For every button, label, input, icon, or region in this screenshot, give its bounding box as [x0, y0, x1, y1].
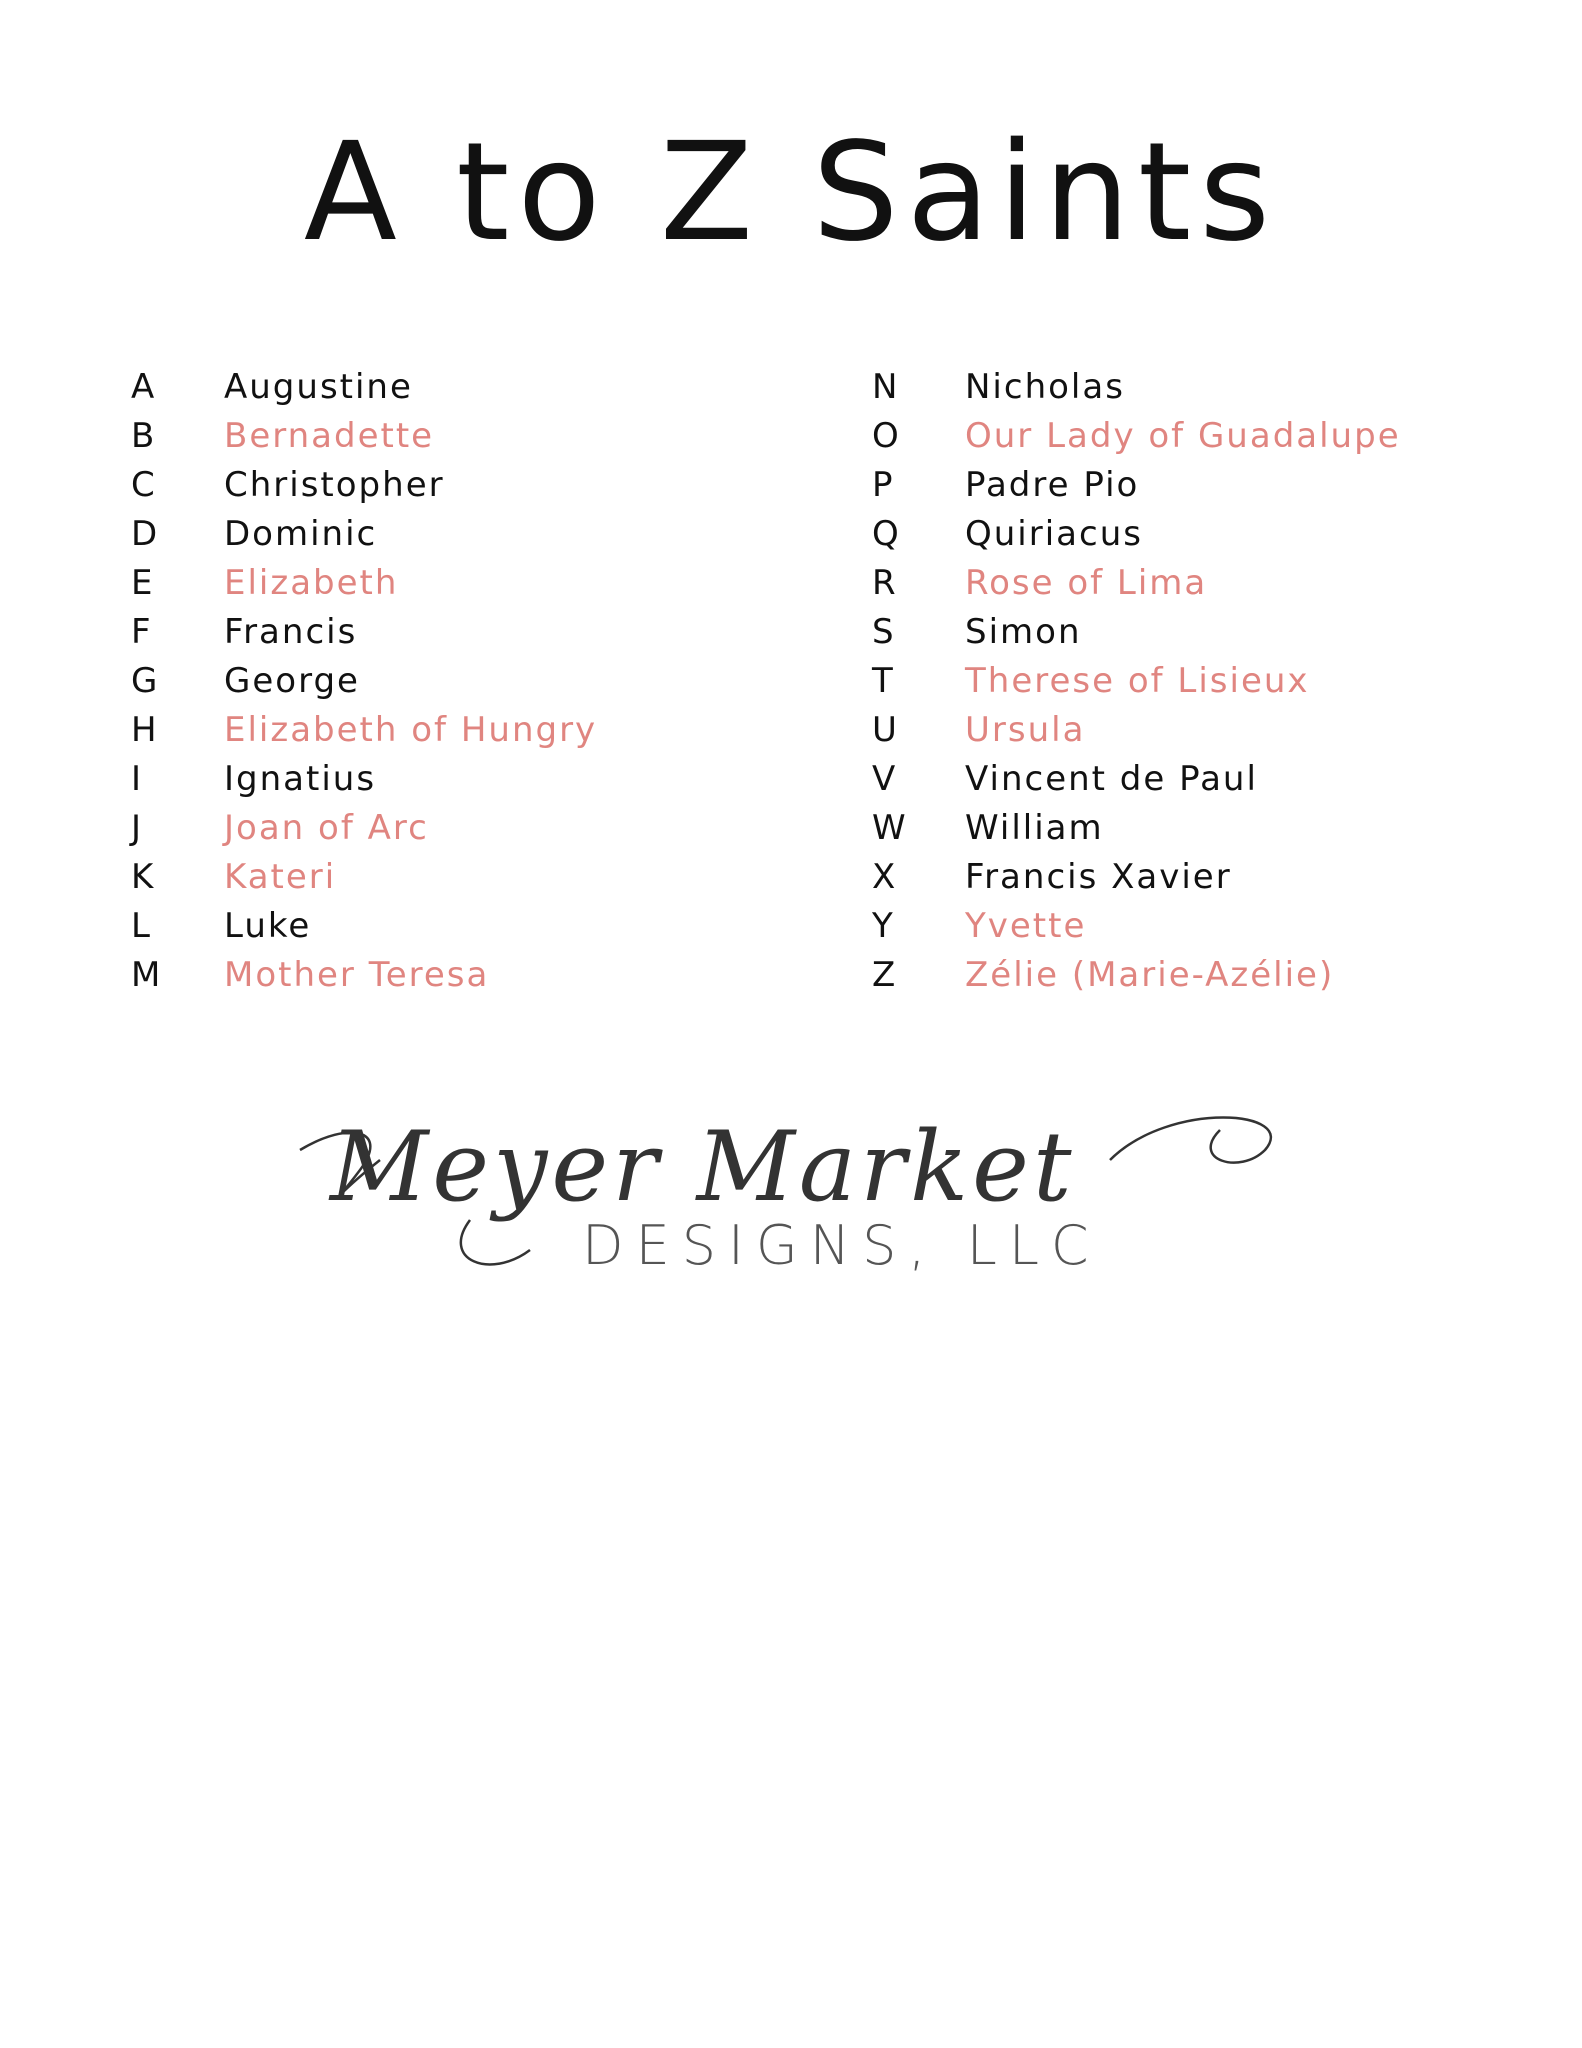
saint-row [872, 362, 1572, 411]
saint-row [872, 656, 1572, 705]
brand-logo [290, 1090, 1300, 1290]
saint-name: Francis Xavier [965, 856, 1232, 897]
saint-letter: I [131, 758, 144, 799]
saint-row [131, 656, 831, 705]
saint-name: Mother Teresa [224, 954, 490, 995]
saint-name: Quiriacus [965, 513, 1143, 554]
page-title: A to Z Saints [303, 114, 1279, 272]
saint-letter: M [131, 954, 163, 995]
saint-name: Ignatius [224, 758, 377, 799]
saint-name: Dominic [224, 513, 378, 554]
saint-row [872, 754, 1572, 803]
saint-name: Elizabeth of Hungry [224, 709, 598, 750]
saints-list-left [131, 362, 831, 999]
saint-row [872, 950, 1572, 999]
saint-letter: R [872, 562, 898, 603]
saint-letter: O [872, 415, 901, 456]
saints-list-right [872, 362, 1572, 999]
saint-row [872, 558, 1572, 607]
saint-row [131, 558, 831, 607]
saint-name: Vincent de Paul [965, 758, 1258, 799]
saint-letter: W [872, 807, 908, 848]
saint-name: Yvette [965, 905, 1087, 946]
saint-row [872, 852, 1572, 901]
saint-letter: Z [872, 954, 898, 995]
saint-row [131, 362, 831, 411]
saint-letter: B [131, 415, 157, 456]
saint-row [131, 460, 831, 509]
saint-letter: H [131, 709, 159, 750]
saint-name: Augustine [224, 366, 413, 407]
saint-name: Luke [224, 905, 312, 946]
saint-name: Simon [965, 611, 1082, 652]
saint-name: Christopher [224, 464, 445, 505]
saint-letter: Q [872, 513, 901, 554]
saint-row [131, 852, 831, 901]
saint-letter: P [872, 464, 895, 505]
saint-letter: N [872, 366, 900, 407]
saint-row [872, 901, 1572, 950]
saint-name: Nicholas [965, 366, 1125, 407]
saint-row [872, 509, 1572, 558]
saint-row [131, 509, 831, 558]
saint-row [872, 460, 1572, 509]
saint-row [131, 803, 831, 852]
saint-row [872, 411, 1572, 460]
saint-name: Zélie (Marie-Azélie) [965, 954, 1335, 995]
saint-letter: S [872, 611, 896, 652]
logo-subtitle: DESIGNS, LLC [582, 1214, 1101, 1277]
saint-row [872, 607, 1572, 656]
saint-row [131, 607, 831, 656]
saint-row [131, 901, 831, 950]
saint-name: Joan of Arc [224, 807, 429, 848]
saint-letter: U [872, 709, 899, 750]
saint-name: Padre Pio [965, 464, 1140, 505]
saint-name: Ursula [965, 709, 1086, 750]
saint-letter: G [131, 660, 160, 701]
saint-row [131, 411, 831, 460]
logo-script-text: Meyer Market [330, 1111, 1076, 1223]
saint-name: Therese of Lisieux [965, 660, 1310, 701]
saint-name: Elizabeth [224, 562, 399, 603]
saint-letter: A [131, 366, 157, 407]
saint-row [872, 803, 1572, 852]
saint-letter: X [872, 856, 898, 897]
saint-letter: K [131, 856, 156, 897]
saint-letter: V [872, 758, 898, 799]
saint-letter: E [131, 562, 155, 603]
saint-name: George [224, 660, 360, 701]
saint-name: Rose of Lima [965, 562, 1208, 603]
saint-letter: T [872, 660, 895, 701]
saint-letter: J [131, 807, 144, 848]
saint-row [131, 754, 831, 803]
saint-letter: C [131, 464, 157, 505]
saint-name: Francis [224, 611, 358, 652]
saint-letter: Y [872, 905, 895, 946]
saint-letter: D [131, 513, 160, 554]
saint-name: William [965, 807, 1104, 848]
saint-name: Bernadette [224, 415, 435, 456]
saint-row [131, 705, 831, 754]
saint-row [131, 950, 831, 999]
saint-letter: F [131, 611, 153, 652]
saint-letter: L [131, 905, 152, 946]
saint-name: Our Lady of Guadalupe [965, 415, 1401, 456]
saint-row [872, 705, 1572, 754]
saint-name: Kateri [224, 856, 337, 897]
